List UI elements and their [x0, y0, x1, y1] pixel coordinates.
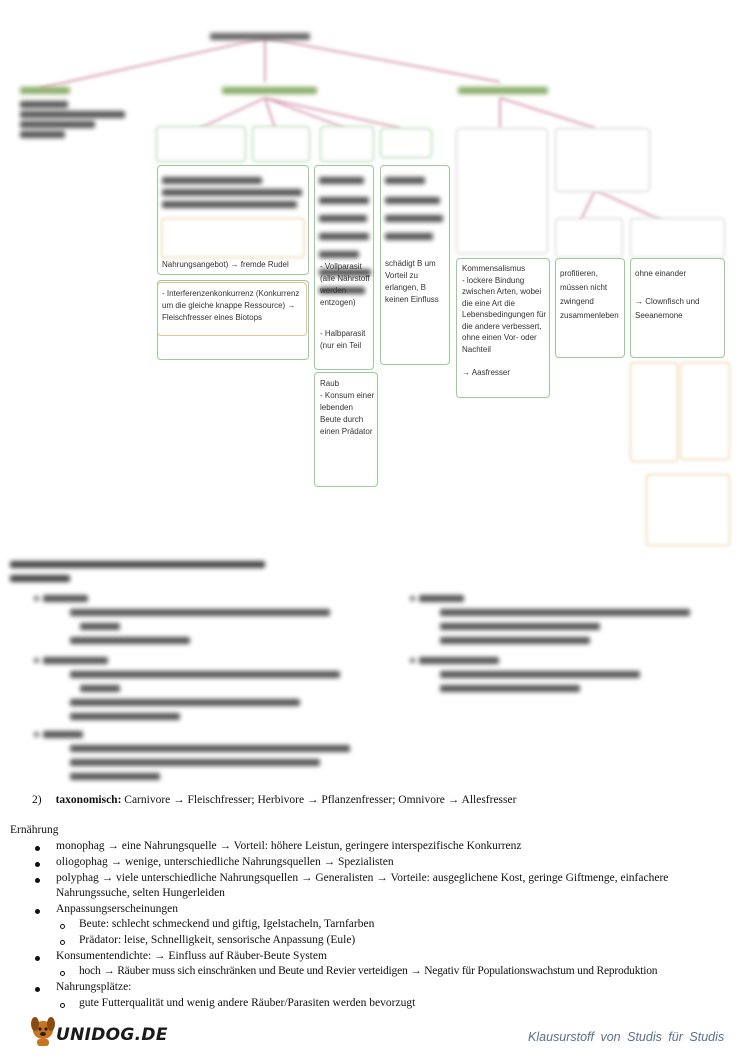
- item-oliogophag: oliogophag → wenige, unterschiedliche Nahrungsquellen → Spezialisten: [56, 856, 394, 868]
- node-text-amensalismus: schädigt B um Vorteil zu erlangen, B keinen Einfluss: [385, 259, 439, 304]
- node-header-8: [630, 218, 725, 258]
- bullet: [35, 878, 40, 883]
- logo-text: UNIDOG.DE: [56, 1025, 168, 1045]
- node-kommensalismus: [456, 258, 550, 398]
- blurred-lebensformen: [10, 556, 730, 786]
- node-text-raub: Raub - Konsum einer lebenden Beute durch einen Prädator: [320, 379, 375, 436]
- node-text-nahrungsangebot: Nahrungsangebot) → fremde Rudel: [162, 260, 289, 269]
- node-ektosymbiose: [630, 362, 678, 462]
- footer-logo: [28, 1012, 168, 1052]
- branch-left: [20, 82, 130, 136]
- mindmap-root: [210, 28, 320, 42]
- sub-bullet: [60, 924, 65, 929]
- node-header-5: [456, 128, 548, 254]
- sub-bullet: [60, 1003, 65, 1008]
- node-header-7: [555, 218, 623, 258]
- bullet: [35, 862, 40, 867]
- bullet: [35, 987, 40, 992]
- node-text-kommensalismus: Kommensalismus - lockere Bindung zwischen Arten, wobei die eine Art die Lebensbedingungen für die andere verbessert, ohne einen Vor- oder Nachteil → Aasfresser: [462, 264, 547, 377]
- bullet: [35, 909, 40, 914]
- node-text-halbparasit: - Halbparasit (nur ein Teil: [320, 329, 366, 350]
- item-polyphag: polyphag → viele unterschiedliche Nahrungsquellen → Generalisten → Vorteile: ausgeglichene Kost, geringe Giftmenge, einfachere Nahrungssuche, selten Hungerleiden: [56, 872, 669, 899]
- sub-bullet: [60, 971, 65, 976]
- bullet: [35, 846, 40, 851]
- node-header-6: [555, 128, 650, 192]
- branch-right-title: [458, 82, 548, 100]
- node-header-1: [156, 126, 246, 162]
- item-nahrungsplaetze: Nahrungsplätze:: [56, 981, 132, 993]
- dog-icon: [28, 1012, 58, 1048]
- item-monophag: monophag → eine Nahrungsquelle → Vorteil: höhere Leistun, geringere interspezifische Konkurrenz: [56, 840, 522, 852]
- item-futterqualitaet: gute Futterqualität und wenig andere Räuber/Parasiten werden bevorzugt: [79, 997, 416, 1009]
- node-raub: [314, 372, 378, 487]
- branch-middle-title: [222, 82, 317, 100]
- node-text-interferenz: - Interferenzenkonkurrenz (Konkurrenz um die gleiche knappe Ressource) → Fleischfresser eines Biotops: [162, 289, 300, 322]
- item-beute: Beute: schlecht schmeckend und giftig, Igelstacheln, Tarnfarben: [79, 918, 375, 930]
- node-header-3: [320, 126, 374, 162]
- node-endosymbiose: [680, 362, 730, 460]
- item-anpassung: Anpassungserscheinungen: [56, 903, 179, 915]
- node-text-mutualismus: ohne einander → Clownfisch und Seeanemone: [635, 269, 700, 320]
- node-konkurrenz-frame: [157, 280, 309, 360]
- node-text-vollparasit: - Vollparasit (alle Nährstoff werden entzogen): [320, 262, 370, 307]
- item-praedator: Prädator: leise, Schnelligkeit, sensorische Anpassung (Eule): [79, 934, 356, 946]
- node-amensalismus: [380, 165, 450, 365]
- footer-tagline: Klausurstoff von Studis für Studis: [528, 1030, 725, 1044]
- node-phytosymbiose: [646, 474, 730, 546]
- item2-number: 2): [32, 794, 42, 806]
- node-text-protokooperation: profitieren, müssen nicht zwingend zusammenleben: [560, 269, 619, 320]
- heading-ernaehrung: Ernährung: [10, 824, 59, 836]
- sub-bullet: [60, 940, 65, 945]
- node-protokooperation: [555, 258, 625, 358]
- item-taxonomisch: [32, 793, 732, 808]
- node-konkurrenz: [157, 165, 309, 275]
- bullet: [35, 956, 40, 961]
- item-hoch: hoch → Räuber muss sich einschränken und Beute und Revier verteidigen → Negativ für Populationswachstum und Reproduktion: [79, 965, 658, 977]
- node-parasitismus: [314, 165, 374, 370]
- item2-text: Carnivore → Fleischfresser; Herbivore → Pflanzenfresser; Omnivore → Allesfresser: [121, 794, 517, 806]
- node-header-2: [252, 126, 310, 162]
- node-header-4: [380, 128, 432, 158]
- node-mutualismus: [630, 258, 725, 358]
- item2-label: taxonomisch:: [55, 794, 122, 806]
- item-konsumentendichte: Konsumentendichte: → Einfluss auf Räuber-Beute System: [56, 950, 327, 962]
